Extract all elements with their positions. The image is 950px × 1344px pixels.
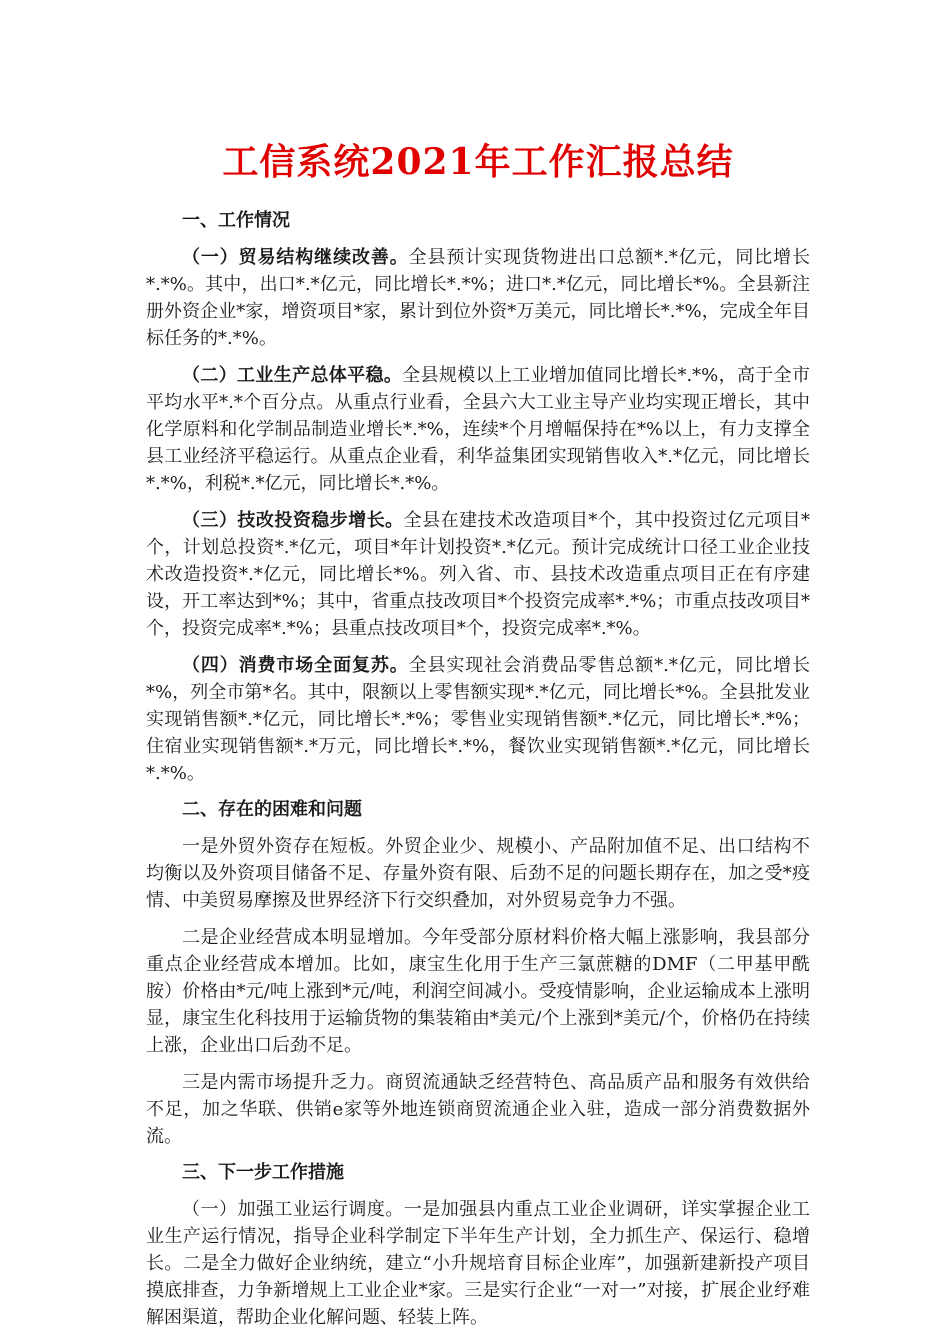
- section-next-steps: [146, 1160, 810, 1331]
- paragraph-text: 全县规模以上工业增加值同比增长*.*%，高于全市平均水平*.*个百分点。从重点行业看，全县六大工业主导产业均实现正增长，其中化学原料和化学制品制造业增长*.*%，连续*个月增幅保持在*%以上，有力支撑全县工业经济平稳运行。从重点企业看，利华益集团实现销售收入*.*亿元，同比增长*.*%，利税*.*亿元，同比增长*.*%。: [146, 365, 811, 494]
- paragraph-lead: （二）工业生产总体平稳。: [182, 365, 403, 386]
- paragraph-lead: （三）技改投资稳步增长。: [182, 510, 404, 531]
- paragraph: [146, 1196, 810, 1331]
- paragraph-text: 全县预计实现货物进出口总额*.*亿元，同比增长*.*%。其中，出口*.*亿元，同比增长*.*%；进口*.*亿元，同比增长*%。全县新注册外资企业*家，增资项目*家，累计到位外资*万美元，同比增长*.*%，完成全年目标任务的*.*%。: [146, 247, 810, 349]
- paragraph-text: 全县在建技术改造项目*个，其中投资过亿元项目*个，计划总投资*.*亿元，项目*年计划投资*.*亿元。预计完成统计口径工业企业技术改造投资*.*亿元，同比增长*%。列入省、市、县技术改造重点项目正在有序建设，开工率达到*%；其中，省重点技改项目*个投资完成率*.*%；市重点技改项目*个，投资完成率*.*%；县重点技改项目*个，投资完成率*.*%。: [146, 510, 811, 639]
- paragraph: [146, 833, 810, 914]
- section-heading: 一、工作情况: [182, 210, 290, 231]
- paragraph: [146, 507, 810, 642]
- paragraph-text: 全县实现社会消费品零售总额*.*亿元，同比增长*%，列全市第*名。其中，限额以上零售额实现*.*亿元，同比增长*%。全县批发业实现销售额*.*亿元，同比增长*.*%；零售业实现销售额*.*亿元，同比增长*.*%；住宿业实现销售额*.*万元，同比增长*.*%，餐饮业实现销售额*.*亿元，同比增长*.*%。: [146, 655, 810, 784]
- paragraph-text: （一）加强工业运行调度。一是加强县内重点工业企业调研，详实掌握企业工业生产运行情况，指导企业科学制定下半年生产计划，全力抓生产、保运行、稳增长。二是全力做好企业纳统，建立“小升规培育目标企业库”，加强新建新投产项目摸底排查，力争新增规上工业企业*家。三是实行企业“一对一”对接，扩展企业纾难解困渠道，帮助企业化解问题、轻装上阵。: [146, 1199, 810, 1328]
- paragraph: [146, 1069, 810, 1150]
- paragraph: [146, 362, 810, 497]
- paragraph: [146, 652, 810, 787]
- paragraph: [146, 924, 810, 1059]
- paragraph: [146, 244, 810, 352]
- section-heading: 三、下一步工作措施: [182, 1162, 344, 1183]
- section-work-status: [146, 208, 810, 787]
- paragraph-text: 三是内需市场提升乏力。商贸流通缺乏经营特色、高品质产品和服务有效供给不足，加之华联、供销e家等外地连锁商贸流通企业入驻，造成一部分消费数据外流。: [146, 1072, 810, 1147]
- document-title: 工信系统2021年工作汇报总结: [222, 141, 734, 183]
- paragraph-text: 二是企业经营成本明显增加。今年受部分原材料价格大幅上涨影响，我县部分重点企业经营成本增加。比如，康宝生化用于生产三氯蔗糖的DMF（二甲基甲酰胺）价格由*元/吨上涨到*元/吨，利润空间减小。受疫情影响，企业运输成本上涨明显，康宝生化科技用于运输货物的集装箱由*美元/个上涨到*美元/个，价格仍在持续上涨，企业出口后劲不足。: [146, 927, 810, 1056]
- paragraph-text: 一是外贸外资存在短板。外贸企业少、规模小、产品附加值不足、出口结构不均衡以及外资项目储备不足、存量外资有限、后劲不足的问题长期存在，加之受*疫情、中美贸易摩擦及世界经济下行交织叠加，对外贸易竞争力不强。: [146, 836, 810, 911]
- section-heading: 二、存在的困难和问题: [182, 799, 362, 820]
- section-problems: [146, 797, 810, 1150]
- paragraph-lead: （一）贸易结构继续改善。: [182, 247, 409, 268]
- paragraph-lead: （四）消费市场全面复苏。: [182, 655, 409, 676]
